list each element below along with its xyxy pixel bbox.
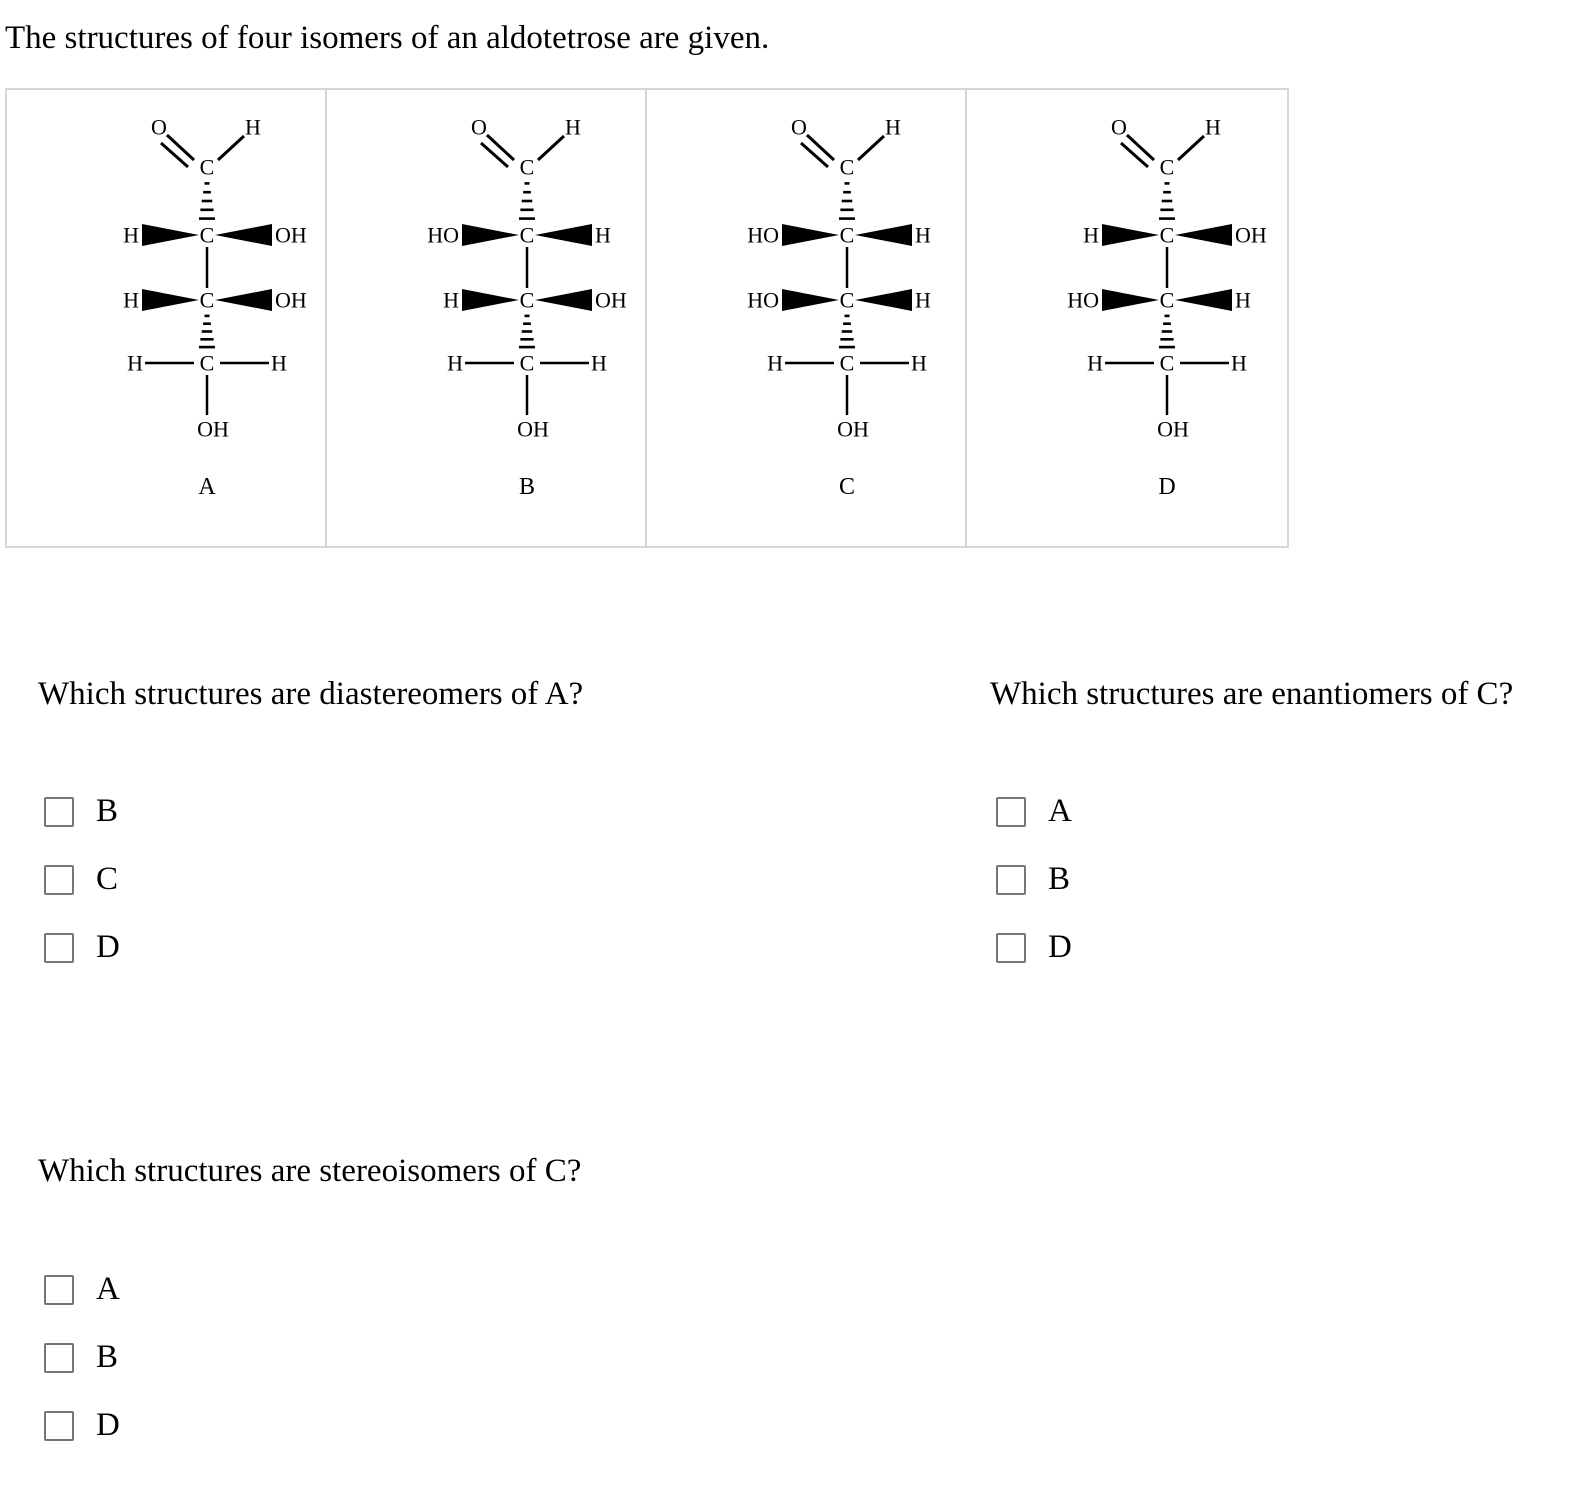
- substituent-left: HO: [747, 222, 779, 248]
- aldehyde-h-bond: [218, 136, 244, 160]
- aldehyde-oxygen: O: [471, 114, 487, 140]
- carbon-label: C: [519, 287, 535, 313]
- structure-cell-c: [647, 90, 967, 546]
- structure-cell-d: [967, 90, 1287, 546]
- wedge-bond-right: [215, 224, 272, 246]
- carbon-label: C: [839, 222, 855, 248]
- question-diastereomers: Which structures are diastereomers of A?: [38, 676, 584, 712]
- wedge-bond-left: [782, 224, 839, 246]
- substituent-left: H: [443, 287, 459, 313]
- double-bond-line-1: [487, 135, 514, 160]
- substituent-left: H: [123, 287, 139, 313]
- substituent-right: H: [915, 287, 931, 313]
- enantiomers-option-3[interactable]: [996, 929, 1072, 966]
- structure-label: D: [1158, 474, 1176, 500]
- substituent-right: H: [591, 350, 607, 376]
- carbon-label: C: [1159, 350, 1175, 376]
- aldehyde-hydrogen: H: [565, 114, 581, 140]
- aldehyde-hydrogen: H: [1205, 114, 1221, 140]
- option-label: D: [96, 1407, 120, 1443]
- structure-cell-b: [327, 90, 647, 546]
- fischer-structure: [327, 90, 648, 548]
- wedge-bond-right: [215, 289, 272, 311]
- hydroxyl-label: OH: [837, 416, 869, 442]
- hydroxyl-label: OH: [197, 416, 229, 442]
- aldehyde-oxygen: O: [151, 114, 167, 140]
- hashed-bond: [839, 316, 855, 347]
- wedge-bond-left: [782, 289, 839, 311]
- double-bond-line-1: [807, 135, 834, 160]
- substituent-left: HO: [427, 222, 459, 248]
- intro-text: The structures of four isomers of an aldotetrose are given.: [5, 20, 770, 56]
- wedge-bond-right: [855, 224, 912, 246]
- option-label: B: [96, 793, 119, 829]
- aldehyde-hydrogen: H: [245, 114, 261, 140]
- checkbox[interactable]: [996, 865, 1026, 895]
- carbon-label: C: [199, 350, 215, 376]
- stereoisomers-option-3[interactable]: [44, 1407, 120, 1444]
- carbon-label: C: [199, 287, 215, 313]
- double-bond-line-1: [167, 135, 194, 160]
- substituent-right: H: [271, 350, 287, 376]
- wedge-bond-right: [855, 289, 912, 311]
- fischer-structure: [647, 90, 968, 548]
- option-label: B: [1048, 861, 1071, 897]
- wedge-bond-left: [462, 289, 519, 311]
- question-stereoisomers: Which structures are stereoisomers of C?: [38, 1153, 582, 1189]
- wedge-bond-left: [142, 289, 199, 311]
- enantiomers-option-1[interactable]: [996, 793, 1072, 830]
- aldehyde-oxygen: O: [791, 114, 807, 140]
- hashed-bond: [199, 183, 215, 218]
- aldehyde-h-bond: [858, 136, 884, 160]
- aldehyde-carbon: C: [519, 154, 535, 180]
- aldehyde-carbon: C: [1159, 154, 1175, 180]
- diastereomers-option-3[interactable]: [44, 929, 120, 966]
- structure-cell-a: [7, 90, 327, 546]
- wedge-bond-right: [535, 289, 592, 311]
- carbon-label: C: [199, 222, 215, 248]
- checkbox[interactable]: [44, 1275, 74, 1305]
- substituent-left: H: [1087, 350, 1103, 376]
- option-label: D: [1048, 929, 1072, 965]
- fischer-structure: [967, 90, 1288, 548]
- checkbox[interactable]: [44, 933, 74, 963]
- fischer-structure: [7, 90, 328, 548]
- wedge-bond-right: [535, 224, 592, 246]
- substituent-right: OH: [595, 287, 627, 313]
- substituent-left: H: [127, 350, 143, 376]
- double-bond-line-1: [1127, 135, 1154, 160]
- hydroxyl-label: OH: [517, 416, 549, 442]
- hydroxyl-label: OH: [1157, 416, 1189, 442]
- stereoisomers-option-1[interactable]: [44, 1271, 120, 1308]
- wedge-bond-left: [142, 224, 199, 246]
- carbon-label: C: [839, 350, 855, 376]
- double-bond-line-2: [1121, 143, 1148, 167]
- substituent-left: H: [767, 350, 783, 376]
- carbon-label: C: [519, 350, 535, 376]
- checkbox[interactable]: [44, 1411, 74, 1441]
- carbon-label: C: [839, 287, 855, 313]
- structures-table: [5, 88, 1289, 548]
- structure-label: C: [838, 474, 856, 500]
- option-label: A: [1048, 793, 1072, 829]
- hashed-bond: [199, 316, 215, 347]
- substituent-right: H: [911, 350, 927, 376]
- wedge-bond-left: [1102, 224, 1159, 246]
- aldehyde-h-bond: [1178, 136, 1204, 160]
- hashed-bond: [519, 316, 535, 347]
- substituent-left: H: [123, 222, 139, 248]
- substituent-right: H: [1231, 350, 1247, 376]
- checkbox[interactable]: [996, 933, 1026, 963]
- wedge-bond-left: [1102, 289, 1159, 311]
- question-enantiomers: Which structures are enantiomers of C?: [990, 676, 1514, 712]
- hashed-bond: [1159, 183, 1175, 218]
- carbon-label: C: [1159, 222, 1175, 248]
- option-label: A: [96, 1271, 120, 1307]
- double-bond-line-2: [161, 143, 188, 167]
- substituent-left: HO: [1067, 287, 1099, 313]
- structure-label: A: [198, 474, 216, 500]
- enantiomers-option-2[interactable]: [996, 861, 1070, 898]
- checkbox[interactable]: [996, 797, 1026, 827]
- wedge-bond-left: [462, 224, 519, 246]
- wedge-bond-right: [1175, 289, 1232, 311]
- aldehyde-carbon: C: [199, 154, 215, 180]
- aldehyde-oxygen: O: [1111, 114, 1127, 140]
- structure-label: B: [518, 474, 536, 500]
- hashed-bond: [1159, 316, 1175, 347]
- aldehyde-hydrogen: H: [885, 114, 901, 140]
- option-label: B: [96, 1339, 119, 1375]
- wedge-bond-right: [1175, 224, 1232, 246]
- substituent-left: HO: [747, 287, 779, 313]
- carbon-label: C: [519, 222, 535, 248]
- stereoisomers-option-2[interactable]: [44, 1339, 118, 1376]
- aldehyde-h-bond: [538, 136, 564, 160]
- diastereomers-option-1[interactable]: [44, 793, 118, 830]
- option-label: C: [96, 861, 119, 897]
- substituent-left: H: [1083, 222, 1099, 248]
- hashed-bond: [839, 183, 855, 218]
- diastereomers-option-2[interactable]: [44, 861, 118, 898]
- option-label: D: [96, 929, 120, 965]
- substituent-right: H: [595, 222, 611, 248]
- substituent-right: H: [1235, 287, 1251, 313]
- substituent-right: H: [915, 222, 931, 248]
- substituent-right: OH: [275, 287, 307, 313]
- hashed-bond: [519, 183, 535, 218]
- checkbox[interactable]: [44, 865, 74, 895]
- carbon-label: C: [1159, 287, 1175, 313]
- aldehyde-carbon: C: [839, 154, 855, 180]
- substituent-right: OH: [1235, 222, 1267, 248]
- substituent-left: H: [447, 350, 463, 376]
- substituent-right: OH: [275, 222, 307, 248]
- double-bond-line-2: [801, 143, 828, 167]
- double-bond-line-2: [481, 143, 508, 167]
- checkbox[interactable]: [44, 1343, 74, 1373]
- checkbox[interactable]: [44, 797, 74, 827]
